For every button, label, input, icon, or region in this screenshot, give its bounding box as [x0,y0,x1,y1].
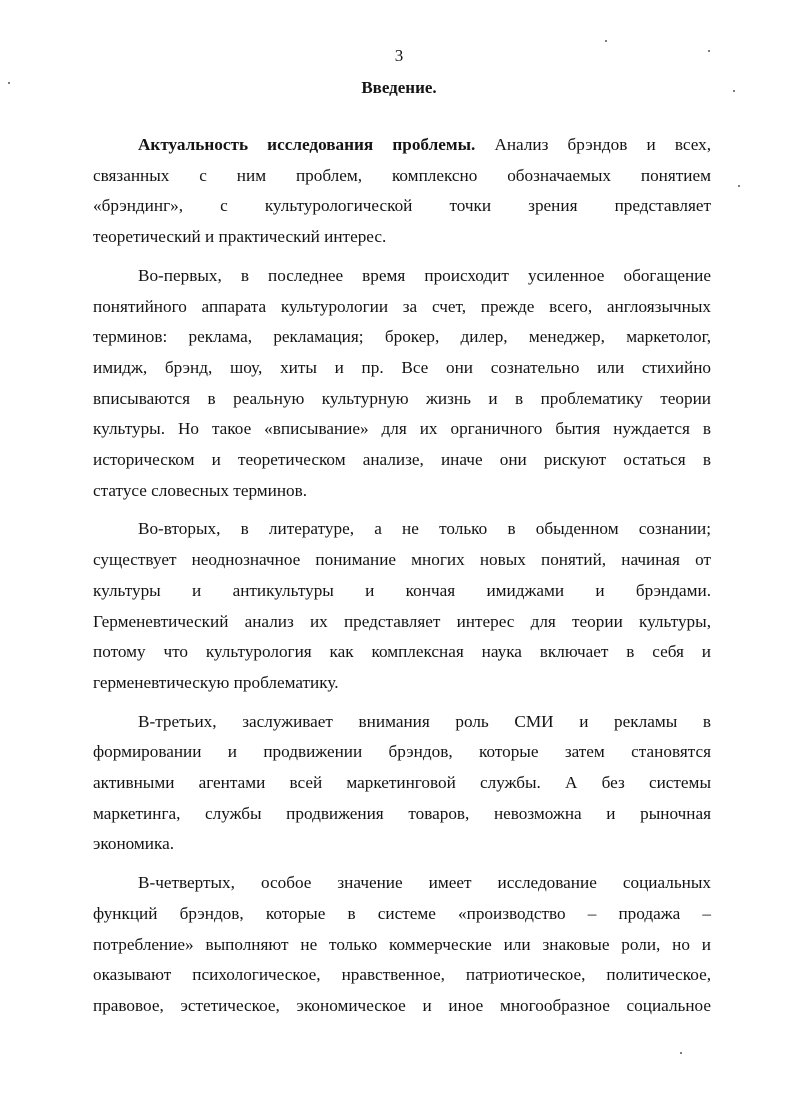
text-line: Во-вторых, в литературе, а не только в обыденном сознании; [138,519,711,539]
text-line: терминов: реклама, рекламация; брокер, дилер, менеджер, маркетолог, [93,327,711,347]
scan-speck [708,50,710,52]
text-line: Актуальность исследования проблемы. Анализ брэндов и всех, [138,135,711,154]
text-line: Во-первых, в последнее время происходит усиленное обогащение [138,265,711,285]
text-line: герменевтическую проблематику. [93,672,339,692]
text-line: потому что культурология как комплексная наука включает в себя и [93,642,711,662]
text-line: экономика. [93,834,175,854]
scan-speck [605,40,607,42]
text-line: В-четвертых, особое значение имеет исследование социальных [138,873,711,893]
text-line: функций брэндов, которые в системе «производство – продажа – [93,903,711,923]
text-line: теоретический и практический интерес. [93,227,387,247]
text-line: имидж, брэнд, шоу, хиты и пр. Все они сознательно или стихийно [93,357,711,377]
text-line: В-третьих, заслуживает внимания роль СМИ и рекламы в [138,711,711,731]
text-line: вписываются в реальную культурную жизнь и в проблематику теории [93,388,711,408]
text-line: культуры. Но такое «вписывание» для их органичного бытия нуждается в [93,419,711,439]
text-line: потребление» выполняют не только коммерческие или знаковые роли, но и [93,934,711,954]
paragraph-third [93,707,711,861]
text-line: понятийного аппарата культурологии за счет, прежде всего, англоязычных [93,296,711,316]
paragraph-lead: Актуальность исследования проблемы. [138,135,476,154]
text-line: правовое, эстетическое, экономическое и иное многообразное социальное [93,995,711,1015]
text-line: формировании и продвижении брэндов, которые затем становятся [93,742,711,762]
text-line: активными агентами всей маркетинговой службы. А без системы [93,773,711,793]
text-line: Герменевтический анализ их представляет интерес для теории культуры, [93,611,711,631]
text-line: оказывают психологическое, нравственное, патриотическое, политическое, [93,965,711,985]
body-text [93,130,711,1030]
scan-speck [8,82,10,84]
text-line: статусе словесных терминов. [93,480,308,500]
scan-speck [738,185,740,187]
text-line: культуры и антикультуры и кончая имиджами и брэндами. [93,580,711,600]
page-number: 3 [394,46,404,65]
paragraph-second [93,514,711,698]
text-line: существует неоднозначное понимание многих новых понятий, начиная от [93,550,711,570]
scan-speck [680,1052,682,1054]
paragraph-fourth [93,868,711,1022]
scan-speck [733,90,735,92]
section-heading: Введение. [361,78,437,97]
text-line: «брэндинг», с культурологической точки зрения представляет [93,196,711,216]
text-line: связанных с ним проблем, комплексно обозначаемых понятием [93,165,711,185]
text-line: историческом и теоретическом анализе, иначе они рискуют остаться в [93,450,711,470]
text-line: маркетинга, службы продвижения товаров, невозможна и рыночная [93,803,711,823]
paragraph-first [93,261,711,507]
paragraph-relevance [93,130,711,253]
